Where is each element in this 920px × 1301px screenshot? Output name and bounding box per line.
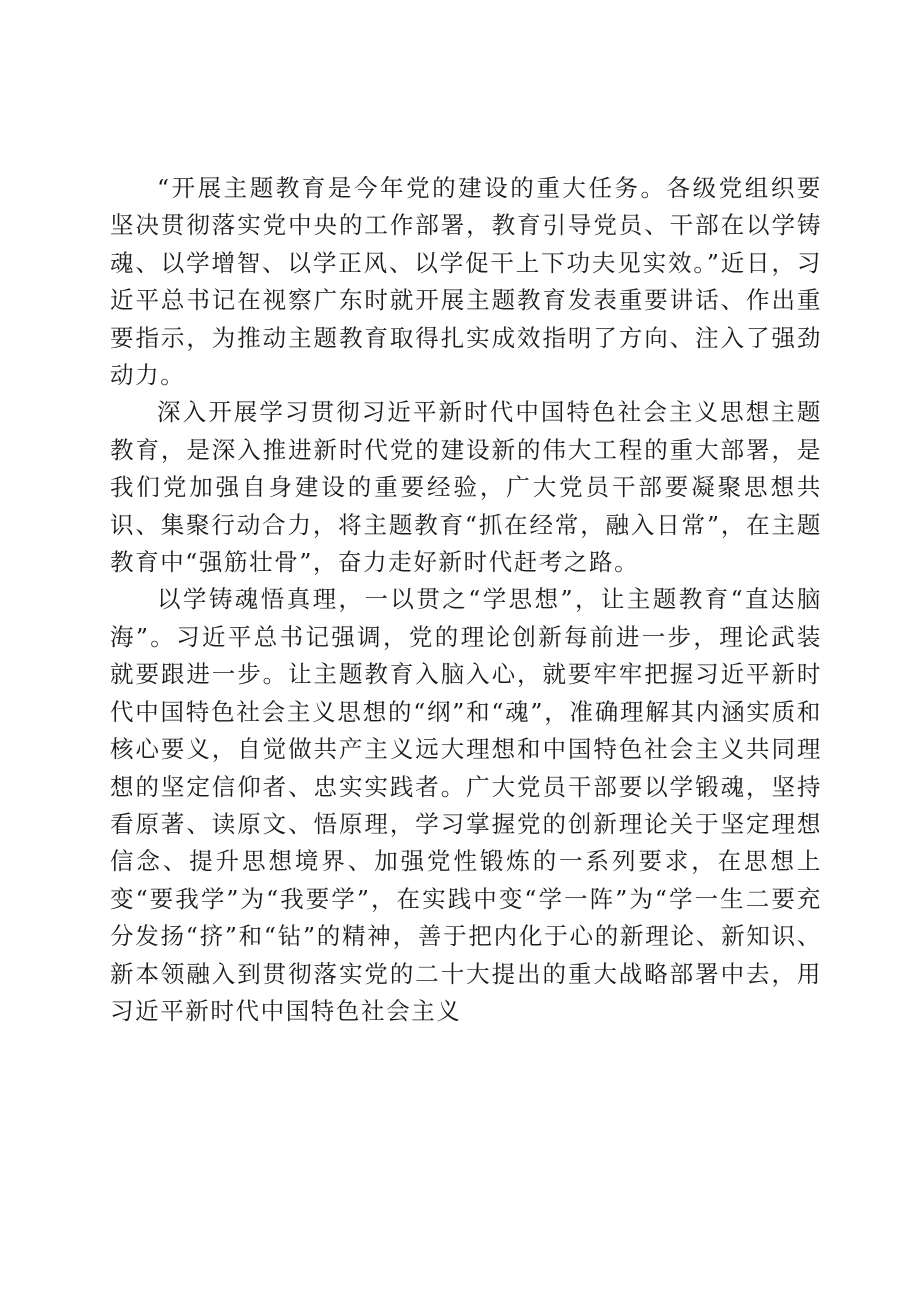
paragraph-1: “开展主题教育是今年党的建设的重大任务。各级党组织要坚决贯彻落实党中央的工作部署，教育引导党员、干部在以学铸魂、以学增智、以学正风、以学促干上下功夫见实效。”近日，习近平总书记在视察广东时就开展主题教育发表重要讲话、作出重要指示，为推动主题教育取得扎实成效指明了方向、注入了强劲动力。	[110, 174, 822, 390]
paragraph-2: 深入开展学习贯彻习近平新时代中国特色社会主义思想主题教育，是深入推进新时代党的建设新的伟大工程的重大部署，是我们党加强自身建设的重要经验，广大党员干部要凝聚思想共识、集聚行动合力，将主题教育“抓在经常，融入日常”，在主题教育中“强筋壮骨”，奋力走好新时代赶考之路。	[110, 398, 822, 577]
document-body	[110, 170, 822, 1030]
paragraph-3: 以学铸魂悟真理，一以贯之“学思想”，让主题教育“直达脑海”。习近平总书记强调，党的理论创新每前进一步，理论武装就要跟进一步。让主题教育入脑入心，就要牢牢把握习近平新时代中国特色社会主义思想的“纲”和“魂”，准确理解其内涵实质和核心要义，自觉做共产主义远大理想和中国特色社会主义共同理想的坚定信仰者、忠实实践者。广大党员干部要以学锻魂，坚持看原著、读原文、悟原理，学习掌握党的创新理论关于坚定理想信念、提升思想境界、加强党性锻炼的一系列要求，在思想上变“要我学”为“我要学”，在实践中变“学一阵”为“学一生二要充分发扬“挤”和“钻”的精神，善于把内化于心的新理论、新知识、新本领融入到贯彻落实党的二十大提出的重大战略部署中去，用习近平新时代中国特色社会主义	[110, 585, 822, 1025]
